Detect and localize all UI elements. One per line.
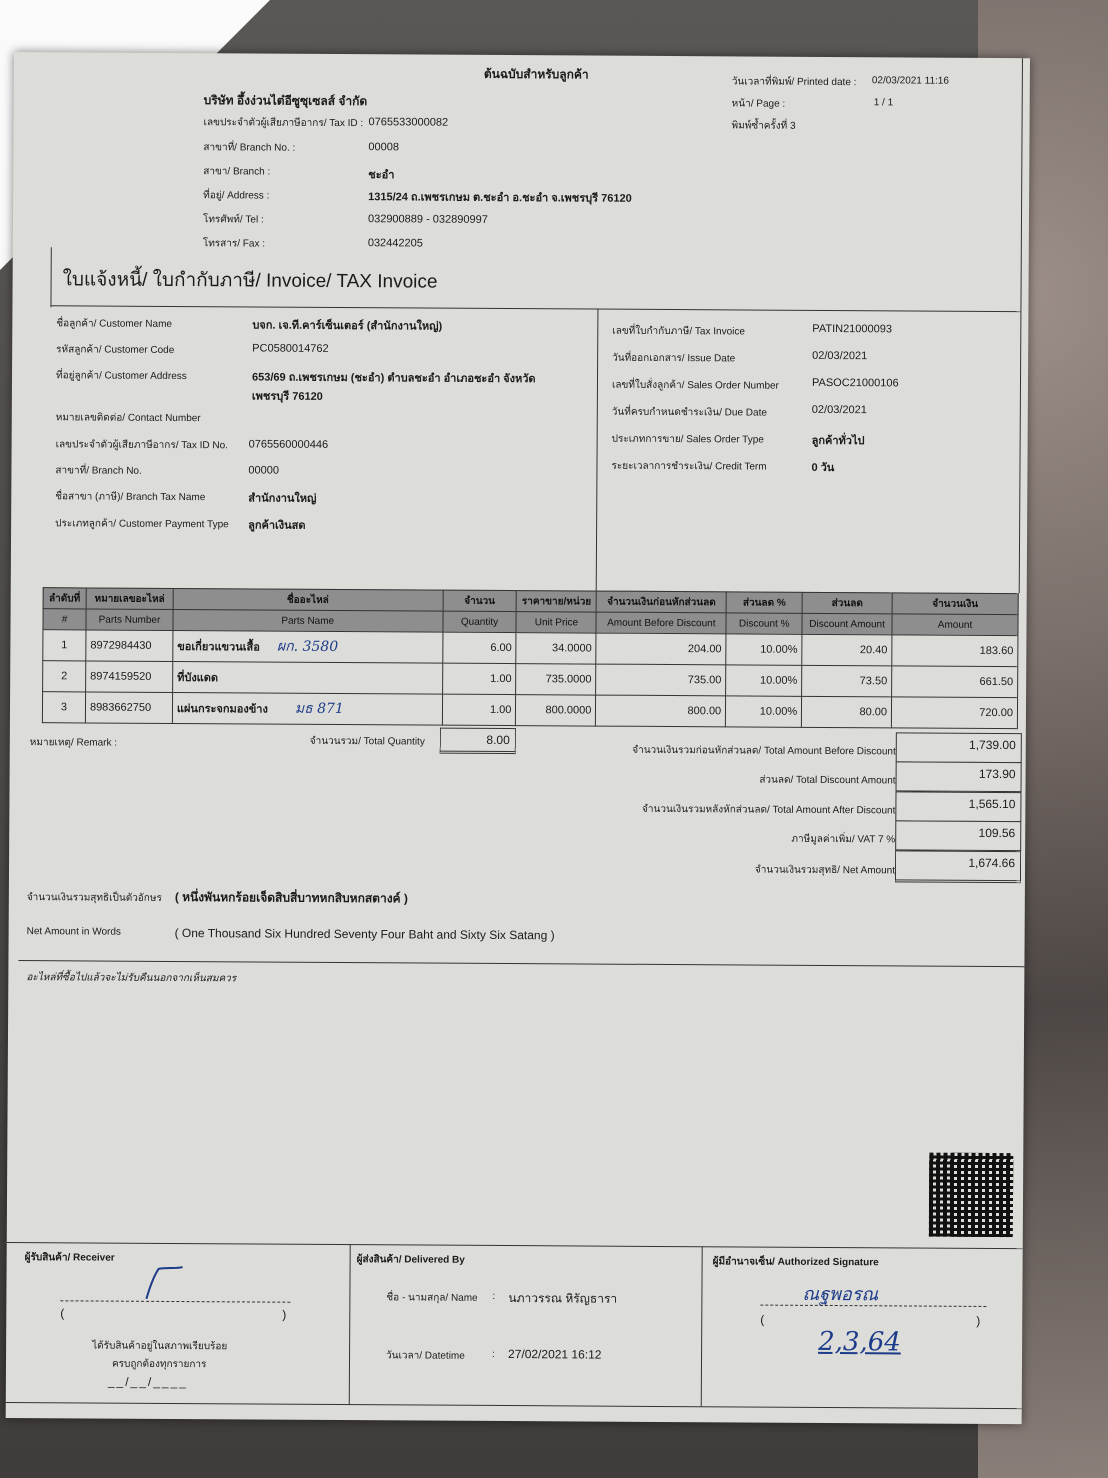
handwritten-note: ผก. 3580 <box>276 638 339 655</box>
col-header-en: Amount <box>892 614 1018 636</box>
customer-address-line1: 653/69 ถ.เพชรเกษม (ชะอำ) ตำบลชะอำ อำเภอชะอำ จังหวัด <box>251 371 536 386</box>
page-label: หน้า/ Page : <box>731 98 786 110</box>
receiver-paren-open: ( <box>60 1306 65 1321</box>
branch-tax-name: สำนักงานใหญ่ <box>248 492 317 505</box>
customer-branch-no: 00000 <box>248 464 280 477</box>
company-address-label: ที่อยู่/ Address : <box>203 190 270 202</box>
authorized-date: 2,3,64 <box>818 1326 901 1358</box>
item-amount: 661.50 <box>892 666 1018 698</box>
item-discount-pct: 10.00% <box>726 665 802 696</box>
due-date-label: วันที่ครบกำหนดชำระเงิน/ Due Date <box>611 406 767 419</box>
branch-tax-label: ชื่อสาขา (ภาษี)/ Branch Tax Name <box>55 491 206 504</box>
item-amount: 183.60 <box>892 635 1018 667</box>
item-discount-amount: 80.00 <box>802 696 892 728</box>
item-amount-before: 800.00 <box>596 695 726 727</box>
delivered-by-label: ผู้ส่งสินค้า/ Delivered By <box>356 1254 465 1266</box>
company-branch: ชะอำ <box>368 169 395 182</box>
item-qty: 6.00 <box>442 632 516 663</box>
company-fax: 032442205 <box>367 237 423 250</box>
company-tax-id: 0765533000082 <box>368 116 449 129</box>
receiver-confirm-line2: ครบถูกต้องทุกรายการ <box>111 1358 207 1371</box>
words-en: ( One Thousand Six Hundred Seventy Four Baht and Sixty Six Satang ) <box>174 925 555 943</box>
handwritten-note: มธ 871 <box>294 700 344 718</box>
total-before-discount: 1,739.00 <box>896 732 1022 763</box>
tax-invoice-label: เลขที่ใบกำกับภาษี/ Tax Invoice <box>612 325 745 338</box>
reprint-count: พิมพ์ซ้ำครั้งที่ 3 <box>731 120 796 132</box>
title-rule <box>50 305 1020 312</box>
col-header: จำนวน <box>443 590 517 611</box>
col-header: จำนวนเงิน <box>892 593 1018 615</box>
customer-address-line2: เพชรบุรี 76120 <box>251 390 323 403</box>
receiver-confirm-line1: ได้รับสินค้าอยู่ในสภาพเรียบร้อย <box>92 1340 228 1353</box>
customer-tax-label: เลขประจำตัวผู้เสียภาษีอากร/ Tax ID No. <box>55 439 229 452</box>
sales-order-type-label: ประเภทการขาย/ Sales Order Type <box>611 433 764 446</box>
signature-rule <box>7 1242 1023 1249</box>
item-unit-price: 34.0000 <box>516 633 596 664</box>
item-part-number: 8972984430 <box>86 630 173 662</box>
company-tel-label: โทรศัพท์/ Tel : <box>202 214 264 226</box>
company-tel: 032900889 - 032890997 <box>367 213 488 226</box>
issue-date: 02/03/2021 <box>812 349 868 363</box>
item-amount-before: 204.00 <box>596 633 726 665</box>
net-amount-label: จำนวนเงินรวมสุทธิ/ Net Amount <box>754 864 896 877</box>
credit-term: 0 วัน <box>811 461 835 475</box>
total-discount-label: ส่วนลด/ Total Discount Amount <box>759 774 896 787</box>
sales-order-label: เลขที่ใบสั่งลูกค้า/ Sales Order Number <box>611 379 779 392</box>
customer-address-label: ที่อยู่ลูกค้า/ Customer Address <box>55 370 187 383</box>
col-header-en: Parts Name <box>173 609 443 632</box>
col-header-en: Unit Price <box>516 612 596 633</box>
policy-note: อะไหล่ที่ซื้อไปแล้วจะไม่รับคืนนอกจากเห็นสมควร <box>26 972 237 985</box>
company-address: 1315/24 ถ.เพชรเกษม ต.ชะอำ อ.ชะอำ จ.เพชรบุรี 76120 <box>368 191 632 205</box>
credit-term-label: ระยะเวลาการชำระเงิน/ Credit Term <box>611 460 767 473</box>
company-tax-id-label: เลขประจำตัวผู้เสียภาษีอากร/ Tax ID : <box>203 117 364 130</box>
item-amount: 720.00 <box>891 697 1017 729</box>
authorized-label: ผู้มีอำนาจเซ็น/ Authorized Signature <box>712 1256 879 1269</box>
authorized-signature: ณฐพอรณ <box>802 1283 879 1306</box>
item-unit-price: 800.0000 <box>516 695 596 726</box>
customer-name-label: ชื่อลูกค้า/ Customer Name <box>56 318 173 330</box>
item-qty: 1.00 <box>442 663 516 694</box>
authorized-paren-open: ( <box>760 1312 765 1327</box>
signature-divider-1 <box>349 1244 351 1404</box>
receiver-label: ผู้รับสินค้า/ Receiver <box>24 1252 115 1264</box>
item-no: 2 <box>43 661 86 692</box>
item-discount-amount: 20.40 <box>802 634 892 666</box>
due-date: 02/03/2021 <box>811 403 867 417</box>
col-header-en: Discount % <box>726 613 802 634</box>
item-discount-amount: 73.50 <box>802 665 892 697</box>
colon: : <box>492 1348 495 1360</box>
col-header: หมายเลขอะไหล่ <box>86 588 173 610</box>
col-header: ส่วนลด % <box>726 592 802 613</box>
item-name: แผ่นกระจกมองข้าง <box>176 703 268 716</box>
delivered-datetime: 27/02/2021 16:12 <box>508 1347 602 1362</box>
contact-label: หมายเลขติดต่อ/ Contact Number <box>55 412 201 425</box>
document-title: ใบแจ้งหนี้/ ใบกำกับภาษี/ Invoice/ TAX Invoice <box>62 269 438 293</box>
words-th-label: จำนวนเงินรวมสุทธิเป็นตัวอักษร <box>26 892 162 904</box>
delivered-name: นภาวรรณ หิรัญธารา <box>508 1291 618 1306</box>
item-discount-pct: 10.00% <box>726 634 802 665</box>
item-name-cell <box>173 630 443 663</box>
delivered-datetime-label: วันเวลา/ Datetime <box>386 1350 465 1362</box>
col-header-en: Discount Amount <box>802 613 892 635</box>
item-qty: 1.00 <box>442 694 516 725</box>
item-name-cell <box>173 661 443 694</box>
item-unit-price: 735.0000 <box>516 664 596 695</box>
company-fax-label: โทรสาร/ Fax : <box>202 238 266 250</box>
qr-code <box>929 1153 1014 1238</box>
company-branch-no-label: สาขาที่/ Branch No. : <box>203 142 296 154</box>
receiver-paren-close: ) <box>282 1307 287 1322</box>
bottom-rule <box>6 1402 1022 1409</box>
payment-type: ลูกค้าเงินสด <box>248 519 306 532</box>
customer-code-label: รหัสลูกค้า/ Customer Code <box>56 344 175 356</box>
col-header-en: # <box>43 609 86 630</box>
receiver-date: __/__/____ <box>107 1374 188 1390</box>
signature-divider-2 <box>701 1246 703 1406</box>
col-header: ลำดับที่ <box>43 588 86 609</box>
issue-date-label: วันที่ออกเอกสาร/ Issue Date <box>612 352 736 365</box>
total-qty: 8.00 <box>440 728 516 754</box>
table-row <box>42 692 1017 729</box>
page-value: 1 / 1 <box>873 97 894 109</box>
words-th: ( หนึ่งพันหกร้อยเจ็ดสิบสี่บาทหกสิบหกสตางค์ ) <box>174 889 408 906</box>
total-after-discount: 1,565.10 <box>895 791 1021 822</box>
item-part-number: 8983662750 <box>85 692 172 724</box>
customer-code: PC0580014762 <box>252 342 329 355</box>
customer-name: บจก. เจ.ที.คาร์เซ็นเตอร์ (สำนักงานใหญ่) <box>252 319 443 333</box>
col-header-en: Parts Number <box>86 609 173 631</box>
delivered-name-label: ชื่อ - นามสกุล/ Name <box>386 1292 478 1304</box>
customer-branch-no-label: สาขาที่/ Branch No. <box>55 465 142 477</box>
col-header: ส่วนลด <box>802 592 892 614</box>
company-name: บริษัท อึ้งง่วนไต๋อีซูซุเซลส์ จำกัด <box>203 93 368 109</box>
sales-order-number: PASOC21000106 <box>811 376 899 390</box>
tax-invoice-number: PATIN21000093 <box>812 322 893 336</box>
printed-date-value: 02/03/2021 11:16 <box>871 75 949 87</box>
colon: : <box>492 1290 496 1302</box>
vat-label: ภาษีมูลค่าเพิ่ม/ VAT 7 % <box>791 833 896 846</box>
frame-left <box>50 247 51 307</box>
total-after-discount-label: จำนวนเงินรวมหลังหักส่วนลด/ Total Amount After Discount <box>642 803 896 817</box>
total-before-discount-label: จำนวนเงินรวมก่อนหักส่วนลด/ Total Amount Before Discount <box>632 744 896 758</box>
company-branch-no: 00008 <box>368 141 400 154</box>
info-divider <box>596 309 599 591</box>
item-no: 1 <box>43 630 86 661</box>
vat-amount: 109.56 <box>895 820 1021 851</box>
col-header: จำนวนเงินก่อนหักส่วนลด <box>596 591 726 613</box>
frame-right <box>1019 58 1023 593</box>
authorized-paren-close: ) <box>976 1313 981 1328</box>
invoice-sheet <box>6 52 1030 1424</box>
col-header-en: Quantity <box>442 611 516 632</box>
item-part-number: 8974159520 <box>86 661 173 693</box>
item-name: ที่บังแดด <box>177 672 219 685</box>
col-header: ชื่ออะไหล่ <box>173 588 443 611</box>
printed-date-label: วันเวลาที่พิมพ์/ Printed date : <box>731 76 857 89</box>
item-amount-before: 735.00 <box>596 664 726 696</box>
sales-order-type: ลูกค้าทั่วไป <box>811 434 865 448</box>
total-discount: 173.90 <box>895 761 1021 792</box>
item-name-cell <box>172 692 442 725</box>
copy-label: ต้นฉบับสำหรับลูกค้า <box>483 66 589 82</box>
item-no: 3 <box>42 692 85 723</box>
words-en-label: Net Amount in Words <box>26 926 121 938</box>
words-rule <box>18 960 1024 967</box>
remark-label: หมายเหตุ/ Remark : <box>29 737 118 749</box>
company-branch-label: สาขา/ Branch : <box>203 166 271 178</box>
item-discount-pct: 10.00% <box>726 696 802 727</box>
total-qty-label: จำนวนรวม/ Total Quantity <box>309 735 425 748</box>
item-name: ขอเกี่ยวแขวนเสื้อ <box>177 641 260 654</box>
col-header-en: Amount Before Discount <box>596 612 726 634</box>
customer-tax-id: 0765560000446 <box>248 438 329 451</box>
items-table <box>42 587 1019 729</box>
net-amount: 1,674.66 <box>895 850 1021 883</box>
col-header: ราคาขาย/หน่วย <box>517 591 597 612</box>
payment-type-label: ประเภทลูกค้า/ Customer Payment Type <box>55 518 229 531</box>
